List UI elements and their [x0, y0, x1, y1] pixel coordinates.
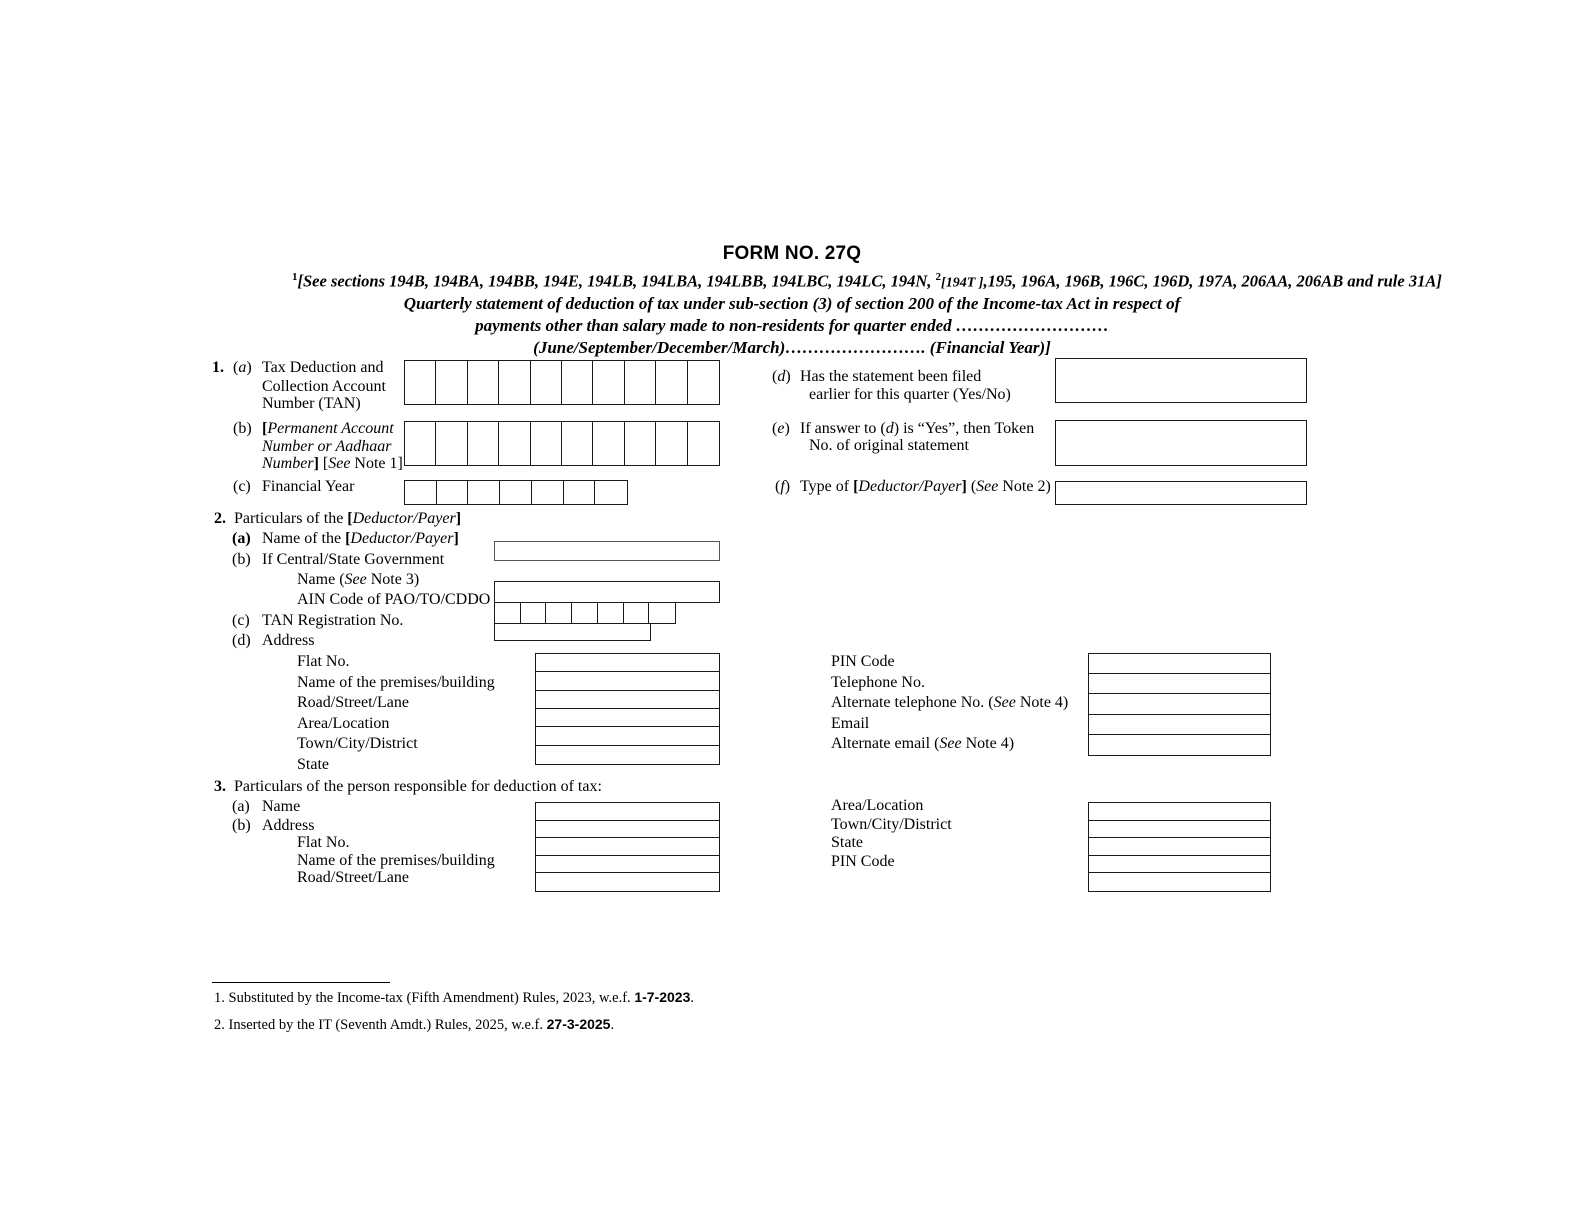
footnote-1: 1. Substituted by the Income-tax (Fifth Amendment) Rules, 2023, w.e.f. 1-7-2023. — [214, 989, 694, 1006]
pan-cell[interactable] — [562, 422, 593, 465]
tan-cell[interactable] — [436, 361, 467, 404]
see-note-italic: See — [939, 735, 962, 752]
footnote-2: 2. Inserted by the IT (Seventh Amdt.) Rules, 2025, w.e.f. 27-3-2025. — [214, 1016, 615, 1033]
ain-code-cell[interactable] — [495, 603, 521, 623]
statement-filed-earlier-input[interactable] — [1055, 358, 1307, 403]
deductor-address-label: State — [297, 755, 329, 773]
section-1a-label-line1: Tax Deduction and — [262, 359, 384, 376]
ain-code-cell[interactable] — [546, 603, 572, 623]
tan-cell[interactable] — [562, 361, 593, 404]
responsible-address-input[interactable] — [536, 838, 719, 856]
deductor-address-label: Town/City/District — [297, 735, 418, 752]
section-1b-label-line2: Number or Aadhaar — [262, 438, 392, 455]
tan-cell[interactable] — [625, 361, 656, 404]
section-1b-label-line3: Number] [See Note 1] — [262, 455, 403, 472]
section-2b-label: If Central/State Government — [262, 551, 445, 568]
financial-year-cell[interactable] — [437, 481, 469, 504]
section-2c-label: TAN Registration No. — [262, 612, 404, 629]
section-3-title: Particulars of the person responsible for deduction of tax: — [234, 778, 602, 795]
tan-registration-no-input[interactable] — [494, 623, 651, 641]
section-2-title: Particulars of the [Deductor/Payer] — [234, 510, 462, 527]
financial-year-input-boxes[interactable] — [404, 480, 628, 505]
pan-cell[interactable] — [405, 422, 436, 465]
section-2b-name-label: Name (See Note 3) — [297, 571, 420, 588]
deductor-contact-input[interactable] — [1089, 694, 1270, 714]
responsible-location-input[interactable] — [1089, 803, 1270, 821]
responsible-location-label: Town/City/District — [831, 815, 952, 833]
deductor-contact-input[interactable] — [1089, 654, 1270, 674]
responsible-location-label: PIN Code — [831, 852, 895, 870]
deductor-contact-label: Alternate telephone No. (See Note 4) — [831, 694, 1069, 711]
tan-cell[interactable] — [405, 361, 436, 404]
govt-name-input[interactable] — [494, 581, 720, 603]
financial-year-cell[interactable] — [595, 481, 627, 504]
section-1b-label-line1: [Permanent Account — [262, 420, 394, 437]
section-1c-marker: (c) — [233, 478, 251, 495]
section-3a-marker: (a) — [232, 798, 250, 815]
section-1f-label: Type of [Deductor/Payer] (See Note 2) — [800, 478, 1051, 495]
deductor-address-input[interactable] — [536, 709, 719, 727]
responsible-location-input[interactable] — [1089, 838, 1270, 856]
deductor-address-input[interactable] — [536, 691, 719, 709]
deductor-contact-label: Alternate email (See Note 4) — [831, 735, 1015, 752]
ain-code-cell[interactable] — [649, 603, 675, 623]
responsible-location-input[interactable] — [1089, 856, 1270, 874]
responsible-address-label: Flat No. — [297, 834, 350, 851]
section-1a-label-line3: Number (TAN) — [262, 395, 361, 412]
responsible-location-input[interactable] — [1089, 873, 1270, 891]
ain-code-cell[interactable] — [521, 603, 547, 623]
tan-cell[interactable] — [499, 361, 530, 404]
responsible-address-input[interactable] — [536, 803, 719, 821]
financial-year-cell[interactable] — [532, 481, 564, 504]
deductor-contact-right-inputs[interactable] — [1088, 653, 1271, 756]
deductor-address-label: Area/Location — [297, 714, 390, 732]
deductor-address-input[interactable] — [536, 672, 719, 690]
see-sections-suffix: ,195, 196A, 196B, 196C, 196D, 197A, 206AA, 206AB and rule 31A] — [983, 271, 1442, 291]
section-1b-marker: (b) — [233, 420, 252, 437]
section-1a-marker: (a) — [233, 359, 252, 376]
tan-cell[interactable] — [593, 361, 624, 404]
responsible-address-input[interactable] — [536, 821, 719, 839]
ain-code-cell[interactable] — [572, 603, 598, 623]
responsible-person-left-inputs[interactable] — [535, 802, 720, 892]
see-sections-inner: [194T ] — [941, 275, 984, 291]
pan-aadhaar-input-boxes[interactable] — [404, 421, 720, 466]
footnote-marker-1: 1 — [292, 271, 298, 283]
section-1d-marker: (d) — [772, 368, 791, 385]
pan-cell[interactable] — [625, 422, 656, 465]
deductor-address-input[interactable] — [536, 746, 719, 764]
deductor-address-label: Name of the premises/building — [297, 673, 495, 691]
section-2-number: 2. — [214, 510, 226, 527]
subtitle-line-2: payments other than salary made to non-residents for quarter ended ……………………… — [475, 316, 1109, 335]
section-2a-label: Name of the [Deductor/Payer] — [262, 530, 459, 547]
footnote-marker-2: 2 — [935, 271, 942, 283]
ain-code-cell[interactable] — [624, 603, 650, 623]
form-title: FORM NO. 27Q — [722, 243, 862, 264]
section-1-number: 1. — [212, 359, 224, 376]
section-3b-label: Address — [262, 817, 315, 834]
pan-cell[interactable] — [436, 422, 467, 465]
deductor-contact-input[interactable] — [1089, 674, 1270, 694]
responsible-location-label: Area/Location — [831, 797, 924, 814]
responsible-address-input[interactable] — [536, 873, 719, 891]
subtitle-line-1: Quarterly statement of deduction of tax under sub-section (3) of section 200 of the Income-tax Act in respect of — [403, 294, 1181, 313]
tan-cell[interactable] — [468, 361, 499, 404]
deductor-contact-label: Telephone No. — [831, 673, 925, 691]
pan-cell[interactable] — [531, 422, 562, 465]
section-1d-label-line1: Has the statement been filed — [800, 368, 982, 385]
section-2a-marker: (a) — [232, 530, 251, 547]
deductor-contact-label: PIN Code — [831, 653, 895, 670]
deductor-contact-input[interactable] — [1089, 715, 1270, 735]
responsible-location-input[interactable] — [1089, 821, 1270, 839]
see-note-italic: See — [993, 694, 1016, 711]
deductor-address-input[interactable] — [536, 654, 719, 672]
tan-cell[interactable] — [656, 361, 687, 404]
section-1c-label: Financial Year — [262, 478, 355, 495]
pan-cell[interactable] — [499, 422, 530, 465]
responsible-location-label: State — [831, 834, 863, 851]
ain-code-cell[interactable] — [598, 603, 624, 623]
financial-year-cell[interactable] — [468, 481, 500, 504]
pan-cell[interactable] — [468, 422, 499, 465]
section-3a-label: Name — [262, 798, 301, 815]
responsible-address-input[interactable] — [536, 856, 719, 874]
section-3-number: 3. — [214, 778, 226, 795]
section-2b-marker: (b) — [232, 551, 251, 568]
responsible-address-label: Road/Street/Lane — [297, 869, 409, 886]
tan-input-boxes[interactable] — [404, 360, 720, 405]
ain-code-input-boxes[interactable] — [494, 602, 676, 624]
section-2b-ain-label: AIN Code of PAO/TO/CDDO — [297, 591, 491, 608]
subtitle-line-3: (June/September/December/March)……………………. (Financial Year)] — [533, 338, 1051, 357]
see-sections-citation — [292, 271, 1442, 292]
tan-cell[interactable] — [688, 361, 719, 404]
responsible-address-label: Name of the premises/building — [297, 851, 495, 869]
deductor-contact-label: Email — [831, 714, 870, 732]
original-statement-token-input[interactable] — [1055, 420, 1307, 466]
pan-cell[interactable] — [656, 422, 687, 465]
section-2d-marker: (d) — [232, 632, 251, 649]
section-1e-label-line1: If answer to (d) is “Yes”, then Token — [800, 420, 1035, 437]
deductor-contact-input[interactable] — [1089, 735, 1270, 755]
section-2c-marker: (c) — [232, 612, 250, 629]
section-1e-marker: (e) — [772, 420, 790, 437]
section-1e-label-line2: No. of original statement — [809, 437, 969, 454]
section-1d-label-line2: earlier for this quarter (Yes/No) — [809, 386, 1011, 403]
deductor-address-label: Road/Street/Lane — [297, 694, 409, 711]
deductor-name-input[interactable] — [494, 541, 720, 561]
financial-year-cell[interactable] — [405, 481, 437, 504]
financial-year-cell[interactable] — [564, 481, 596, 504]
footnote-separator — [212, 982, 390, 983]
see-sections-prefix: [See sections 194B, 194BA, 194BB, 194E, 194LB, 194LBA, 194LBB, 194LBC, 194LC, 194N, — [297, 271, 936, 291]
section-1a-label-line2: Collection Account — [262, 378, 386, 395]
pan-cell[interactable] — [593, 422, 624, 465]
section-3b-marker: (b) — [232, 817, 251, 834]
section-1f-marker: (f) — [775, 478, 791, 495]
section-2d-label: Address — [262, 632, 315, 649]
deductor-address-left-inputs[interactable] — [535, 653, 720, 765]
pan-cell[interactable] — [688, 422, 719, 465]
responsible-person-right-inputs[interactable] — [1088, 802, 1271, 892]
financial-year-cell[interactable] — [500, 481, 532, 504]
deductor-address-input[interactable] — [536, 727, 719, 745]
deductor-type-input[interactable] — [1055, 481, 1307, 505]
tan-cell[interactable] — [531, 361, 562, 404]
deductor-address-label: Flat No. — [297, 653, 350, 670]
